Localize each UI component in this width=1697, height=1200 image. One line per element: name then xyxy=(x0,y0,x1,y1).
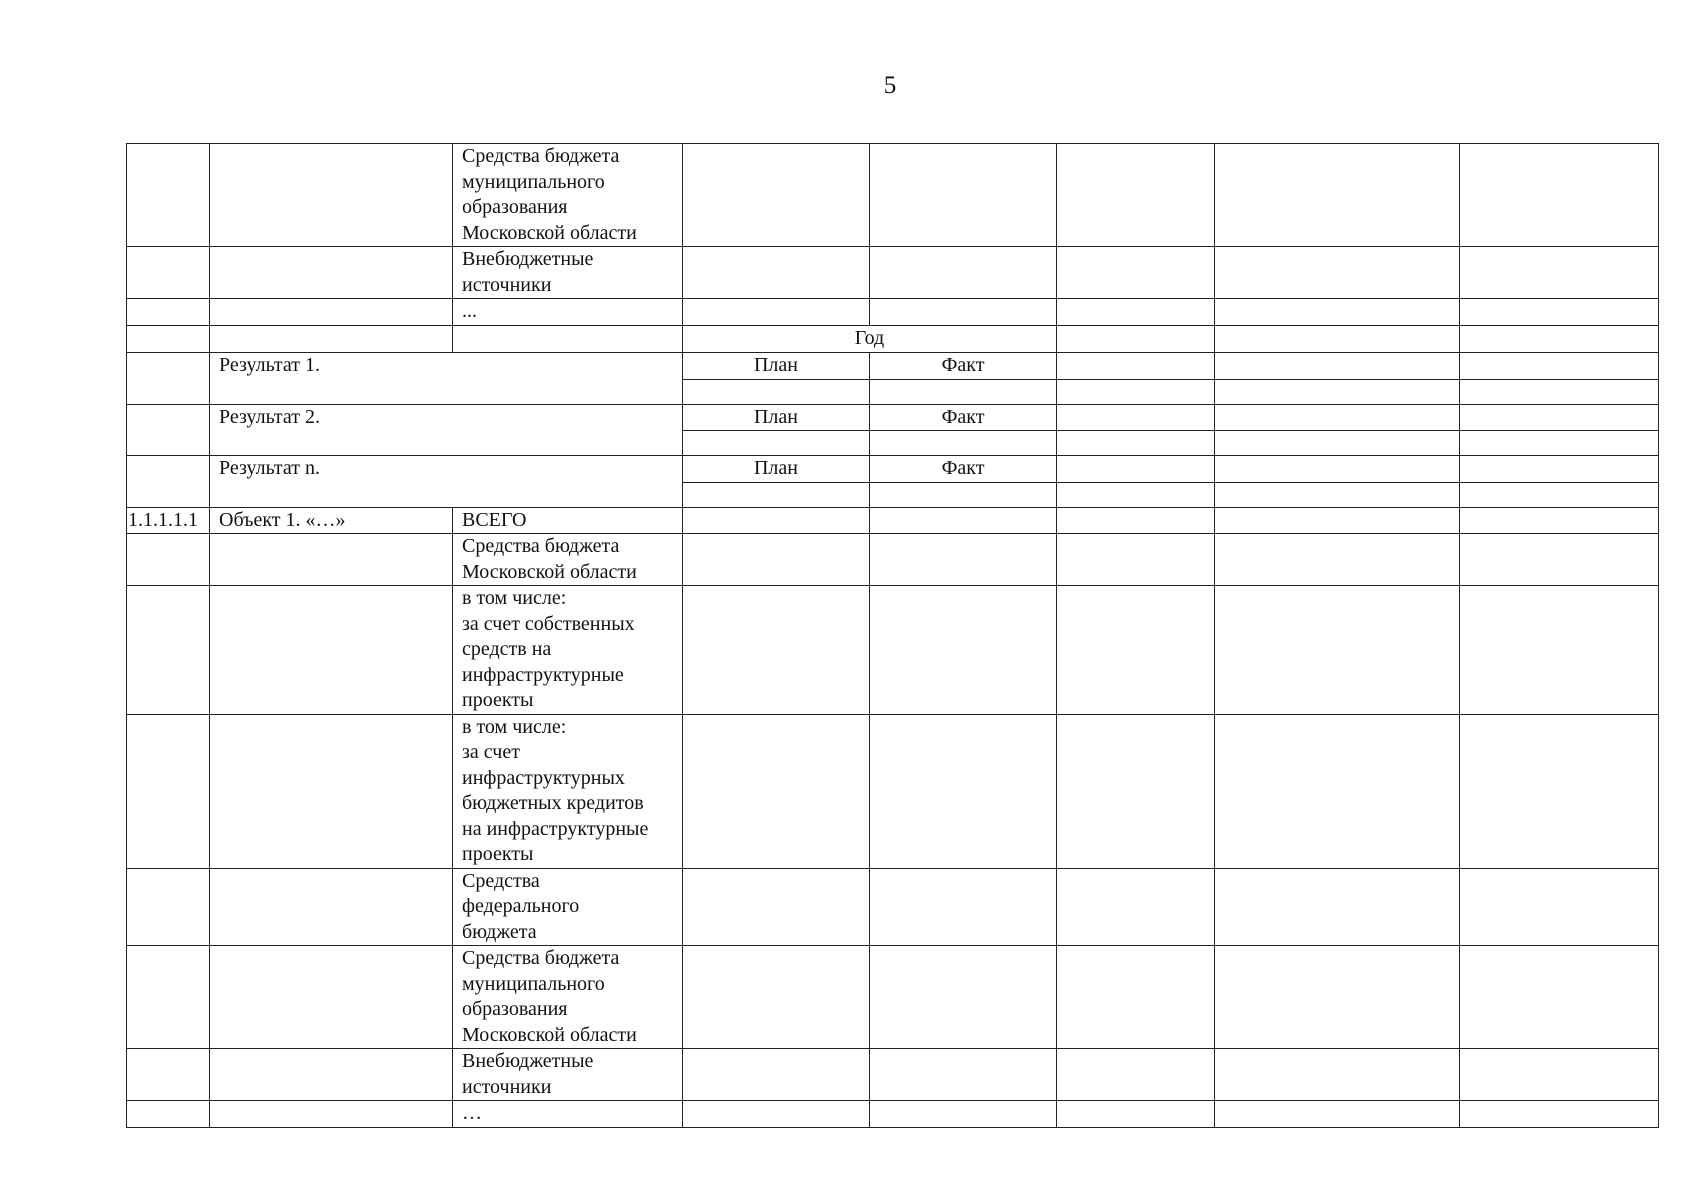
table-row xyxy=(127,299,1659,326)
result-label: Результат n. xyxy=(210,456,683,508)
table-row xyxy=(127,586,1659,715)
table-row xyxy=(127,353,1659,380)
source-label: Средства федерального бюджета xyxy=(453,868,683,946)
plan-header: План xyxy=(683,456,870,483)
object-number: 1.1.1.1.1 xyxy=(127,507,210,534)
source-label: Средства бюджета муниципального образования Московской области xyxy=(453,144,683,247)
table-row xyxy=(127,946,1659,1049)
source-label: Внебюджетные источники xyxy=(453,247,683,299)
page-number: 5 xyxy=(883,72,897,99)
fact-header: Факт xyxy=(870,404,1057,431)
table-row xyxy=(127,404,1659,431)
source-label: … xyxy=(453,1101,683,1128)
table-row xyxy=(127,1101,1659,1128)
source-label: Средства бюджета муниципального образования Московской области xyxy=(453,946,683,1049)
source-label: Внебюджетные источники xyxy=(453,1049,683,1101)
table-row xyxy=(127,868,1659,946)
table-row xyxy=(127,247,1659,299)
result-label: Результат 1. xyxy=(210,353,683,405)
table-row xyxy=(127,507,1659,534)
fact-header: Факт xyxy=(870,353,1057,380)
plan-header: План xyxy=(683,404,870,431)
object-name: Объект 1. «…» xyxy=(210,507,453,534)
source-label: ВСЕГО xyxy=(453,507,683,534)
source-label: ... xyxy=(453,299,683,326)
source-label: в том числе: за счет собственных средств на инфраструктурные проекты xyxy=(453,586,683,715)
plan-header: План xyxy=(683,353,870,380)
year-header: Год xyxy=(683,326,1057,353)
table-row xyxy=(127,714,1659,868)
table-row xyxy=(127,1049,1659,1101)
table-row xyxy=(127,144,1659,247)
funding-table xyxy=(126,143,1659,1128)
table-row xyxy=(127,456,1659,483)
fact-header: Факт xyxy=(870,456,1057,483)
source-label: Средства бюджета Московской области xyxy=(453,534,683,586)
table-row xyxy=(127,534,1659,586)
table-row xyxy=(127,326,1659,353)
result-label: Результат 2. xyxy=(210,404,683,456)
source-label: в том числе: за счет инфраструктурных бюджетных кредитов на инфраструктурные проекты xyxy=(453,714,683,868)
